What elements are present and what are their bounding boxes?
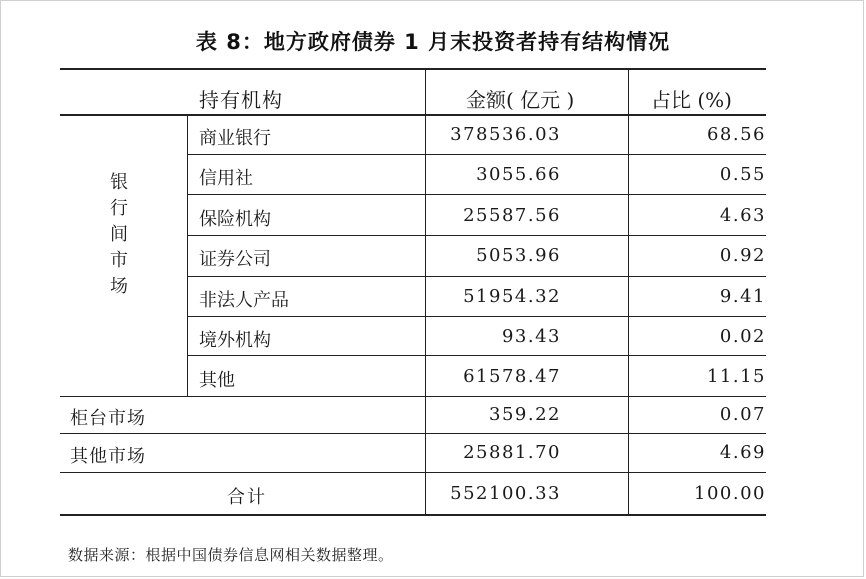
header-institution: 持有机构 [199,88,283,112]
row-name: 其他市场 [70,446,146,467]
row-name: 其他 [199,370,235,391]
row-name: 非法人产品 [199,290,289,311]
row-amount: 25881.70 [463,442,561,463]
row-amount: 61578.47 [463,366,561,387]
row-amount: 51954.32 [463,286,561,307]
row-divider [60,396,766,397]
row-share: 0.02 [719,326,766,347]
row-share: 9.41 [719,286,766,307]
data-source-note: 数据来源：根据中国债券信息网相关数据整理。 [68,546,394,564]
row-amount: 5053.96 [476,245,561,266]
share-column-divider [628,70,629,514]
row-amount: 93.43 [501,326,561,347]
row-share: 4.69 [719,442,766,463]
row-amount: 25587.56 [463,205,561,226]
row-name: 证券公司 [199,249,271,270]
row-share: 4.63 [719,205,766,226]
total-amount: 552100.33 [450,483,561,504]
row-share: 68.56 [706,124,766,145]
row-amount: 359.22 [489,404,561,425]
table-top-border [60,68,766,70]
row-divider [187,316,766,317]
header-share: 占比 (%) [651,88,732,112]
row-share: 0.92 [719,245,766,266]
row-divider [187,194,766,195]
table-bottom-border [60,514,766,516]
row-share: 11.15 [706,366,766,387]
header-bottom-border [60,114,766,116]
total-share: 100.00 [694,483,766,504]
row-divider [187,154,766,155]
row-share: 0.55 [719,164,766,185]
row-divider [60,472,766,473]
group-label-char: 市 [110,250,128,271]
total-label: 合计 [227,487,267,508]
row-divider [60,433,766,434]
row-divider [187,235,766,236]
row-name: 信用社 [199,168,253,189]
row-divider [187,276,766,277]
row-name: 柜台市场 [70,408,146,429]
row-name: 境外机构 [199,330,271,351]
row-share: 0.07 [719,404,766,425]
group-column-divider [187,116,188,396]
row-divider [187,355,766,356]
row-name: 保险机构 [199,209,271,230]
row-amount: 378536.03 [450,124,561,145]
table-title: 表 8：地方政府债券 1 月末投资者持有结构情况 [195,30,671,54]
group-label-char: 银 [110,172,128,193]
row-name: 商业银行 [199,128,271,149]
group-label-char: 场 [110,276,128,297]
group-label-char: 间 [110,224,128,245]
row-amount: 3055.66 [476,164,561,185]
amount-column-divider [425,70,426,514]
group-label-char: 行 [110,198,128,219]
header-amount: 金额( 亿元 ) [466,88,575,112]
